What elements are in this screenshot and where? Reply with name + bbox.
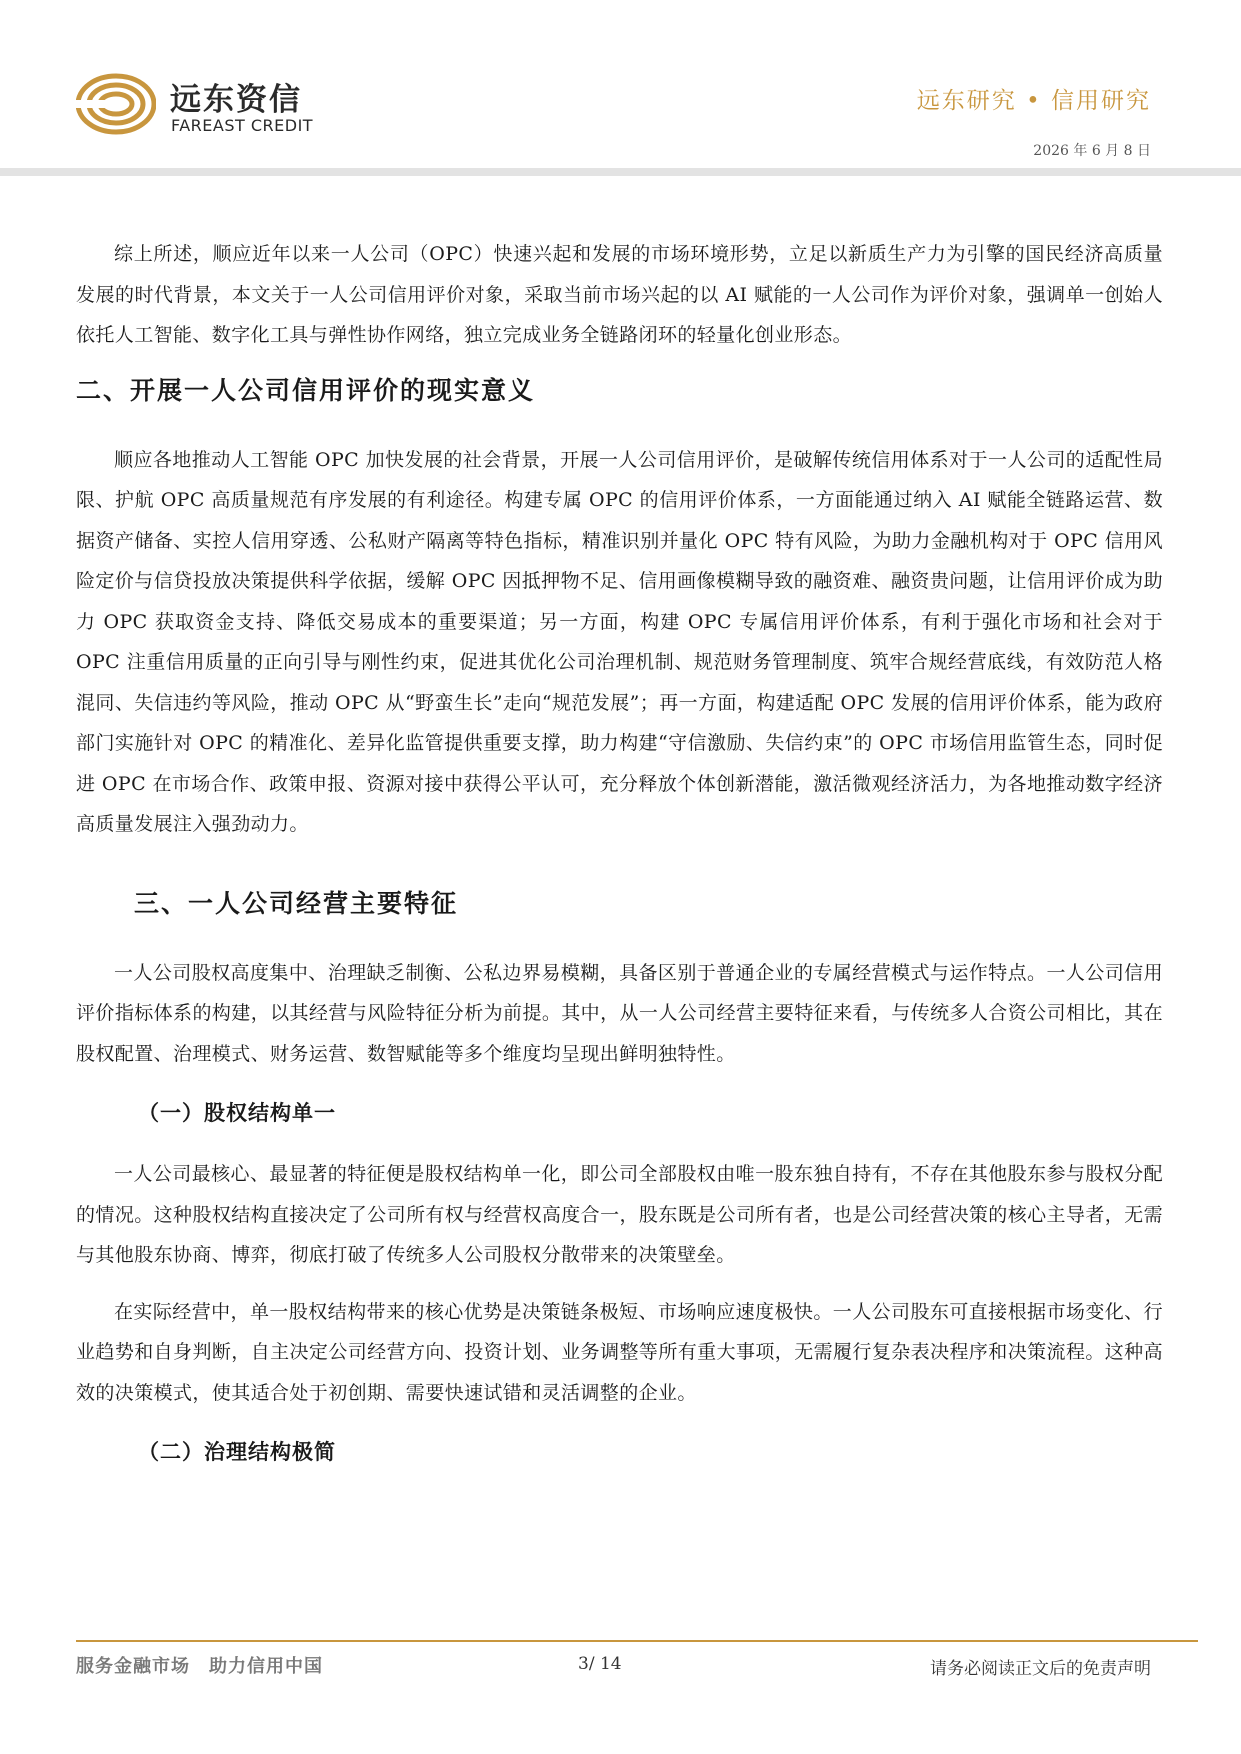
paragraph-summary: 综上所述，顺应近年以来一人公司（OPC）快速兴起和发展的市场环境形势，立足以新质生产力为引擎的国民经济高质量发展的时代背景，本文关于一人公司信用评价对象，采取当前市场兴起的以 AI 赋能的一人公司作为评价对象，强调单一创始人依托人工智能、数字化工具与弹性协作网络，独立完成业务全链路闭环的轻量化创业形态。 — [76, 243, 1163, 346]
subsection-heading-1: （一）股权结构单一 — [138, 1101, 336, 1125]
header-divider — [0, 168, 1241, 176]
document-body — [76, 234, 1163, 1493]
section-heading-2: 二、开展一人公司信用评价的现实意义 — [76, 375, 536, 405]
section-heading-3: 三、一人公司经营主要特征 — [134, 888, 459, 918]
paragraph-equity-1: 一人公司最核心、最显著的特征便是股权结构单一化，即公司全部股权由唯一股东独自持有，不存在其他股东参与股权分配的情况。这种股权结构直接决定了公司所有权与经营权高度合一，股东既是公司所有者，也是公司经营决策的核心主导者，无需与其他股东协商、博弈，彻底打破了传统多人公司股权分散带来的决策壁垒。 — [76, 1163, 1163, 1266]
paragraph-features-intro: 一人公司股权高度集中、治理缺乏制衡、公私边界易模糊，具备区别于普通企业的专属经营模式与运作特点。一人公司信用评价指标体系的构建，以其经营与风险特征分析为前提。其中，从一人公司经营主要特征来看，与传统多人合资公司相比，其在股权配置、治理模式、财务运营、数智赋能等多个维度均呈现出鲜明独特性。 — [76, 961, 1163, 1065]
report-date: 2026 年 6 月 8 日 — [1033, 143, 1151, 159]
footer-slogan: 服务金融市场 助力信用中国 — [76, 1656, 323, 1677]
paragraph-equity-2: 在实际经营中，单一股权结构带来的核心优势是决策链条极短、市场响应速度极快。一人公司股东可直接根据市场变化、行业趋势和自身判断，自主决定公司经营方向、投资计划、业务调整等所有重大事项，无需履行复杂表决程序和决策流程。这种高效的决策模式，使其适合处于初创期、需要快速试错和灵活调整的企业。 — [76, 1300, 1163, 1404]
logo-chinese-name: 远东资信 — [170, 82, 302, 118]
fareast-logo-icon — [76, 72, 156, 136]
series-title: 远东研究 • 信用研究 — [916, 88, 1151, 114]
page-header — [0, 0, 1241, 176]
footer-disclaimer: 请务必阅读正文后的免责声明 — [930, 1659, 1151, 1679]
subsection-heading-2: （二）治理结构极简 — [138, 1440, 336, 1464]
fareast-credit-logo — [76, 72, 376, 144]
footer-divider — [76, 1640, 1198, 1642]
logo-english-name: FAREAST CREDIT — [171, 116, 314, 135]
paragraph-significance: 顺应各地推动人工智能 OPC 加快发展的社会背景，开展一人公司信用评价，是破解传统信用体系对于一人公司的适配性局限、护航 OPC 高质量规范有序发展的有利途径。构建专属 OPC 的信用评价体系，一方面能通过纳入 AI 赋能全链路运营、数据资产储备、实控人信用穿透、公私财产隔离等特色指标，精准识别并量化 OPC 特有风险，为助力金融机构对于 OPC 信用风险定价与信贷投放决策提供科学依据，缓解 OPC 因抵押物不足、信用画像模糊导致的融资难、融资贵问题，让信用评价成为助力 OPC 获取资金支持、降低交易成本的重要渠道；另一方面，构建 OPC 专属信用评价体系，有利于强化市场和社会对于 OPC 注重信用质量的正向引导与刚性约束，促进其优化公司治理机制、规范财务管理制度、筑牢合规经营底线，有效防范人格混同、失信违约等风险，推动 OPC 从“野蛮生长”走向“规范发展”；再一方面，构建适配 OPC 发展的信用评价体系，能为政府部门实施针对 OPC 的精准化、差异化监管提供重要支撑，助力构建“守信激励、失信约束”的 OPC 市场信用监管生态，同时促进 OPC 在市场合作、政策申报、资源对接中获得公平认可，充分释放个体创新潜能，激活微观经济活力，为各地推动数字经济高质量发展注入强劲动力。 — [76, 448, 1163, 835]
page-number: 3/ 14 — [578, 1654, 622, 1674]
